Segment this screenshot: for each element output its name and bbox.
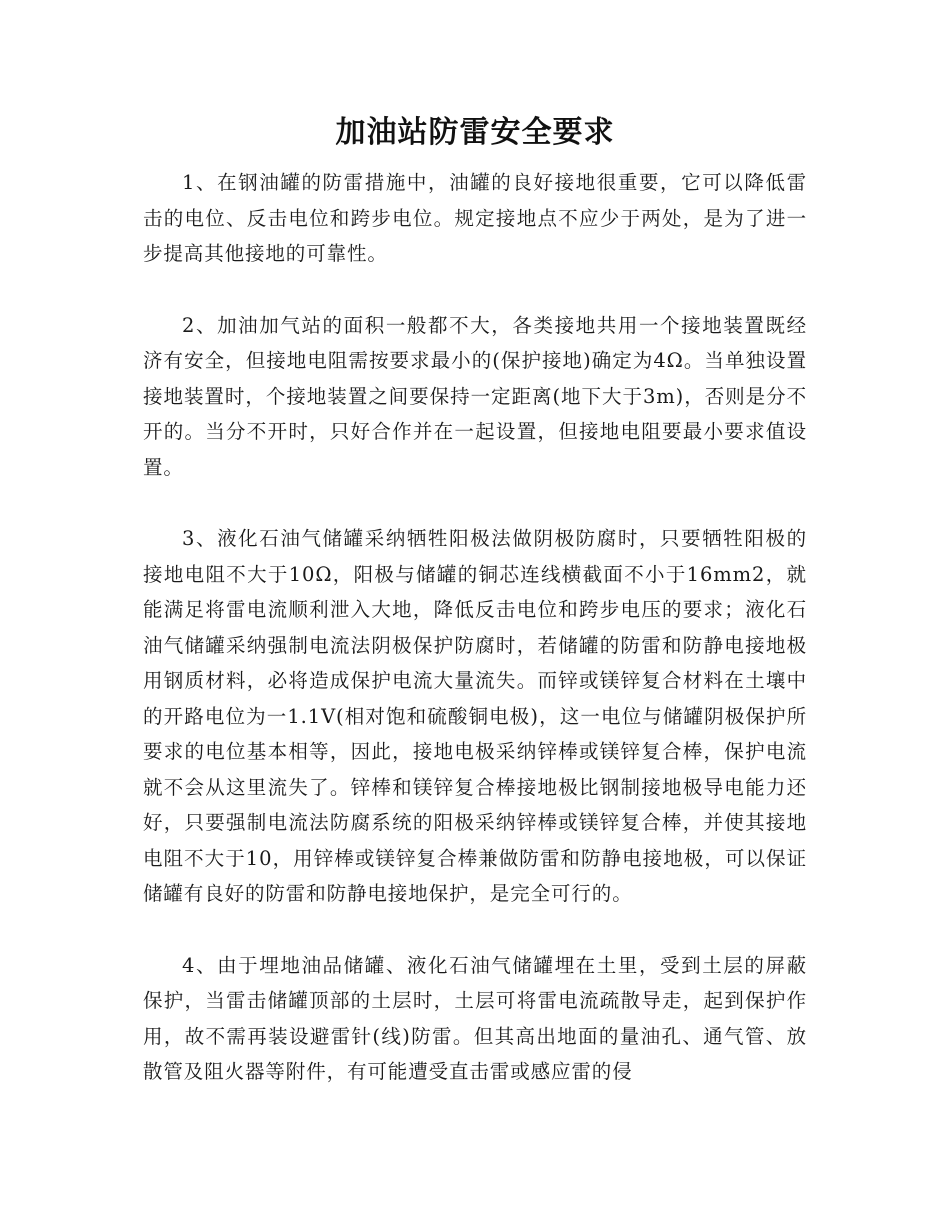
paragraph-1: 1、在钢油罐的防雷措施中，油罐的良好接地很重要，它可以降低雷击的电位、反击电位和跨步电位。规定接地点不应少于两处，是为了进一步提高其他接地的可靠性。 [143,171,807,265]
document-title: 加油站防雷安全要求 [335,115,615,150]
document-body [143,165,807,1090]
paragraph-2: 2、加油加气站的面积一般都不大，各类接地共用一个接地装置既经济有安全，但接地电阻需按要求最小的(保护接地)确定为4Ω。当单独设置接地装置时，个接地装置之间要保持一定距离(地下大于3m)，否则是分不开的。当分不开时，只好合作并在一起设置，但接地电阻要最小要求值设置。 [143,313,807,479]
paragraph-3: 3、液化石油气储罐采纳牺牲阳极法做阴极防腐时，只要牺牲阳极的接地电阻不大于10Ω，阳极与储罐的铜芯连线横截面不小于16mm2，就能满足将雷电流顺利泄入大地，降低反击电位和跨步电压的要求；液化石油气储罐采纳强制电流法阴极保护防腐时，若储罐的防雷和防静电接地极用钢质材料，必将造成保护电流大量流失。而锌或镁锌复合材料在土壤中的开路电位为一1.1V(相对饱和硫酸铜电极)，这一电位与储罐阴极保护所要求的电位基本相等，因此，接地电极采纳锌棒或镁锌复合棒，保护电流就不会从这里流失了。锌棒和镁锌复合棒接地极比钢制接地极导电能力还好，只要强制电流法防腐系统的阳极采纳锌棒或镁锌复合棒，并使其接地电阻不大于10，用锌棒或镁锌复合棒兼做防雷和防静电接地极，可以保证储罐有良好的防雷和防静电接地保护，是完全可行的。 [143,527,807,905]
paragraph-4: 4、由于埋地油品储罐、液化石油气储罐埋在土里，受到土层的屏蔽保护，当雷击储罐顶部的土层时，土层可将雷电流疏散导走，起到保护作用，故不需再装设避雷针(线)防雷。但其高出地面的量油孔、通气管、放散管及阻火器等附件，有可能遭受直击雷或感应雷的侵 [143,953,807,1083]
